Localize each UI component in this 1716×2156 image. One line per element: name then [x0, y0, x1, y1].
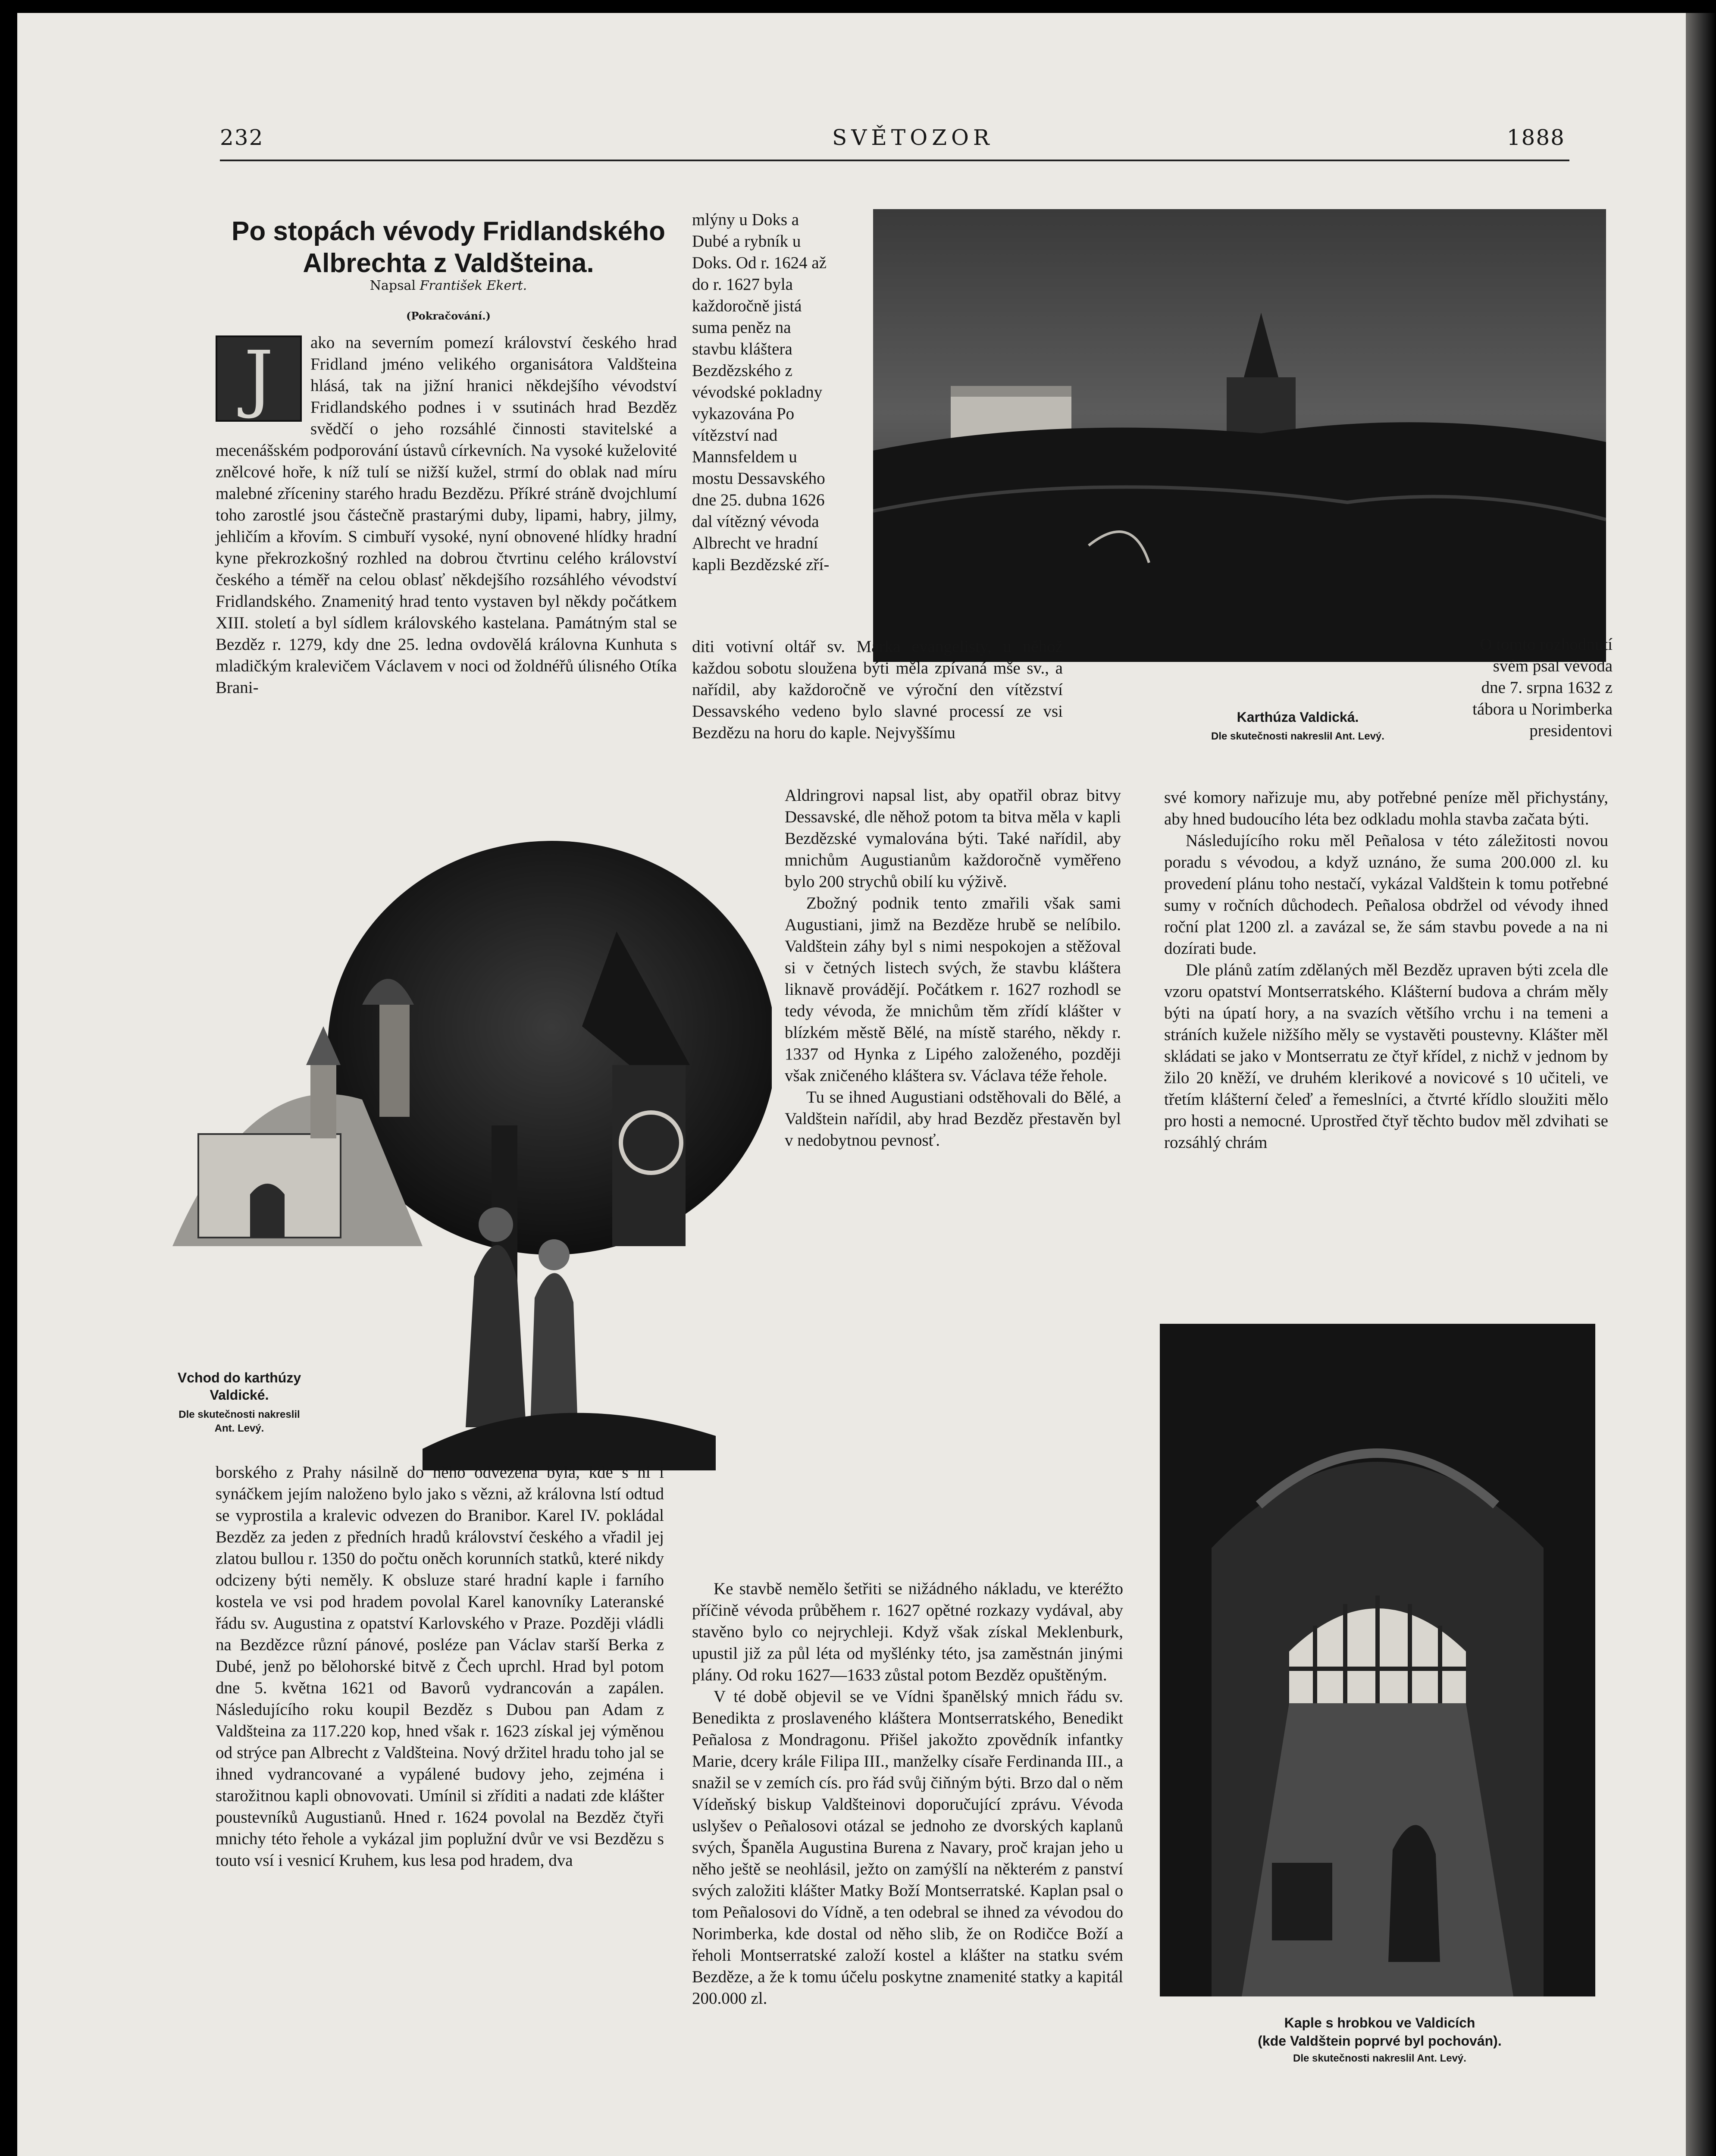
credit-line: Ant. Levý.: [214, 1423, 264, 1434]
column-1-upper: [216, 332, 677, 699]
figure-credit-gate: [155, 1408, 323, 1435]
credit-line: Dle skutečnosti nakreslil: [178, 1409, 300, 1420]
column-2-continued: [785, 785, 1121, 1151]
column-2-wide: [692, 636, 1063, 744]
figure-credit-chapel: Dle skutečnosti nakreslil Ant. Levý.: [1293, 2053, 1466, 2064]
paragraph: borského z Prahy násilně do něho odvezena byla, kde s ní i synáčkem jejím naloženo bylo jako s vězni, až královna lstí odtud se vyprostila a kralevic odvezen do Branibor. Karel IV. pokládal Bezděz za jeden z předních hradů království českého a vřadil jej zlatou bullou r. 1350 do počtu oněch korunních statků, které nikdy odcizeny býti neměly. K obsluze staré hradní kaple i farního kostela ve vsi pod hradem povolal Karel kanovníky Lateranské řádu sv. Augustina z opatství Karlovského v Praze. Později vládli na Bezdězce různí pánové, posléze pan Václav starší Berka z Dubé, jenž po bělohorské bitvě z Čech uprchl. Hrad byl potom dne 5. května 1621 od Bavorů vydrancován a zapálen. Následujícího roku koupil Bezděz s Dubou pan Adam z Valdšteina za 117.220 kop, hned však r. 1623 získal jej výměnou od strýce pan Albrecht z Valdšteina. Nový držitel hradu toho jal se ihned vydrancované a vypálené budovy jeho, zejména i starožitnou kapli obnovovati. Umínil si zříditi a nadati zde klášter poustevníků Augustianů. Hned r. 1624 povolal na Bezděz čtyři mnichy této řehole a vykázal jim poplužní dvůr ve vsi Bezdězu s touto vsí i vesnicí Kruhem, kus lesa pod hradem, dva: [216, 1463, 664, 1870]
newspaper-page: [17, 13, 1699, 2156]
author-name: František Ekert.: [420, 278, 527, 293]
caption-line: Valdické.: [210, 1387, 269, 1403]
paragraph: Následujícího roku měl Peñalosa v této záležitosti novou poradu s vévodou, a když uznáno, že suma 200.000 zl. ku provedení plánu toho nestačí, vykázal Valdštein k tomu potřebné sumy v ročních důchodech. Peñalosa obdržel od vévody ihned roční plat 1200 zl. a zavázal se, že sám stavbu povede a na ni dozírati bude.: [1164, 831, 1608, 958]
column-2-narrow: [692, 209, 839, 576]
paragraph: Dle plánů zatím zdělaných měl Bezděz upraven býti zcela dle vzoru opatství Montserratského. Klášterní budova a chrám měly býti na úpatí hory, a na svazích většího vrchu i na temeni a stráních kužele nižšího měly se vystavěti poustevny. Klášter měl skládati se jako v Montserratu ze čtyř křídel, z nichž v jednom by žilo 20 kněží, ve druhém klerikové a novicové s 10 učiteli, ve třetím klášterní čeleď a řemeslníci, a čtvrté křídlo sloužiti mělo pro hosti a nemocné. Uprostřed čtyř těchto budov měl zdvihati se rozsáhlý chrám: [1164, 961, 1608, 1152]
paragraph: Zbožný podnik tento zmařili však sami Augustiani, jimž na Bezdězе hrubě se nelíbilo. Valdštein záhy byl s nimi nespokojen a stěžoval si v četných listech svých, že stavbu kláštera liknavě provádějí. Počátkem r. 1627 rozhodl se tedy vévoda, že mnichům těm zřídí klášter v blízkém městě Bělé, na místě starého, někdy r. 1337 od Hynka z Lipého založeného, později však zničeného kláštera sv. Václava téže řehole.: [785, 894, 1121, 1085]
article-title: [203, 216, 694, 279]
caption-line: (kde Valdštein poprvé byl pochován).: [1258, 2033, 1502, 2049]
illustration-valdice-charterhouse: [873, 209, 1606, 662]
figure-credit-charterhouse: Dle skutečnosti nakreslil Ant. Levý.: [1211, 730, 1384, 742]
figure-caption-charterhouse: Karthúza Valdická.: [1237, 709, 1359, 725]
paragraph: Tu se ihned Augustiani odstěhovali do Bělé, a Valdštein nařídil, aby hrad Bezděz přestavěn byl v nedobytnou pevnosť.: [785, 1088, 1121, 1150]
ornamental-initial: J: [216, 335, 302, 422]
figure-caption-gate: [155, 1369, 323, 1404]
article-title-line2: Albrechta z Valdšteina.: [303, 248, 594, 278]
paragraph: diti votivní oltář sv. Marka evangelisty, u něhož každou sobotu sloužena býti měla zpívaná mše sv., a nařídil, aby každoročně ve výroční den vítězství Dessavského vedeno bylo slavné processí ze vsi Bezdězu na horu do kaple. Nejvyššímu: [692, 637, 1063, 742]
caption-line: Vchod do karthúzy: [177, 1370, 301, 1385]
header-rule: [220, 160, 1569, 161]
column-3-narrow: [1466, 634, 1613, 742]
article-title-line1: Po stopách vévody Fridlandského: [231, 216, 666, 246]
column-1-lower: [216, 1462, 664, 1871]
issue-year: 1888: [1506, 125, 1565, 150]
page-edge-shadow: [1686, 13, 1716, 2156]
byline-prefix: Napsal: [370, 278, 416, 293]
figure-caption-chapel: [1181, 2014, 1578, 2050]
illustration-chapel-tomb: [1160, 1324, 1595, 1996]
paragraph: své komory nařizuje mu, aby potřebné peníze měl přichystány, aby hned budoucího léta bez odkladu mohla stavba začata býti.: [1164, 788, 1608, 828]
continuation-note: (Pokračování.): [406, 310, 491, 322]
paragraph: Ke stavbě nemělo šetřiti se nižádného nákladu, ve kteréžto příčině vévoda průběhem r. 1627 opětné rozkazy vydával, aby stavěno bylo co nejrychleji. Když však získal Meklenburk, upustil již za půl léta od myšlénky této, jsa zaměstnán jinými plány. Od roku 1627—1633 zůstal potom Bezděz opuštěným.: [692, 1579, 1123, 1684]
column-2-lower: [692, 1578, 1123, 2009]
caption-line: Kaple s hrobkou ve Valdicích: [1284, 2015, 1475, 2031]
byline: [203, 278, 694, 293]
column-3: [1164, 787, 1608, 1153]
paragraph: mlýny u Doks a Dubé a rybník u Doks. Od r. 1624 až do r. 1627 byla každoročně jistá suma peněz na stavbu kláštera Bezdězského z vévodské pokladny vykazována Po vítězství nad Mannsfeldem u mostu Dessavského dne 25. dubna 1626 dal vítězný vévoda Albrecht ve hradní kapli Bezdězské zří-: [692, 210, 830, 574]
paragraph: ako na severním pomezí království českého hrad Fridland jméno velikého organisátora Valdšteina hlásá, tak na jižní hranici někdejšího vévodství Fridlandského podnes i v ssutinách hrad Bezděz svědčí o jeho rozsáhlé činnosti stavitelské a mecenášském podporování ústavů církevních. Na vysoké kuželovité znělcové hoře, k níž tulí se nižší kužel, strmí do oblak nad míru malebné zříceniny starého hradu Bezdězu. Příkré stráně dvojchlumí toho zarostlé jsou částečně prastarými duby, lipami, habry, jilmy, jehličím a křovím. S cimbuří vysoké, nyní obnovené hlídky hradní kyne překrozkošný rozhled na dobrou čtvrtinu celého království českého a téměř na celou oblasť někdejšího rozsáhlého vévodství Fridlandského. Znamenitý hrad tento vystaven byl někdy počátkem XIII. století a byl sídlem královského kastelana. Památným stal se Bezděz r. 1279, kdy dne 25. ledna ovdovělá královna Kunhuta s mladičkým kralevičem Václavem v noci od žoldnéřů úlisného Otíka Brani-: [216, 333, 677, 697]
paragraph: Aldringrovi napsal list, aby opatřil obraz bitvy Dessavské, dle něhož potom ta bitva měla v kapli Bezdězské vymalována býti. Také nařídil, aby mnichům Augustianům každoročně vyměřeno bylo 200 strychů obilí ku výživě.: [785, 786, 1121, 891]
journal-title: SVĚTOZOR: [832, 125, 994, 150]
paragraph: V té době objevil se ve Vídni španělský mnich řádu sv. Benedikta z proslaveného kláštera Montserratského, Benedikt Peñalosa z Mondragonu. Přišel jakožto zpovědník infantky Marie, dcery krále Filipa III., manželky císaře Ferdinanda III., a snažil se v zemích cís. pro řád svůj čiňným býti. Brzo dal o něm Vídeňský biskup Valdšteinovi doporučující zprávu. Vévoda uslyšev o Peñalosovi otázal se jednoho ze dvorských kaplanů svých, Španěla Augustina Burena z Navary, proč krajan jeho u něho ještě se neohlásil, ježto on zamýšlí na některém z panství svých založiti klášter Matky Boží Montserratské. Kaplan psal o tom Peñalosovi do Vídně, a ten odebral se ihned za vévodou do Norimberka, kde dostal od něho slib, že on Rodičce Boží a řeholi Montserratské založí kostel a klášter na statku svém Bezdězе, a že k tomu účelu poskytne znamenité statky a kapitál 200.000 zl.: [692, 1687, 1123, 2008]
page-number: 232: [220, 125, 264, 150]
paragraph: O tomto rozhodnutí svém psal vévoda dne 7. srpna 1632 z tábora u Norimberka presidentovi: [1472, 635, 1613, 740]
